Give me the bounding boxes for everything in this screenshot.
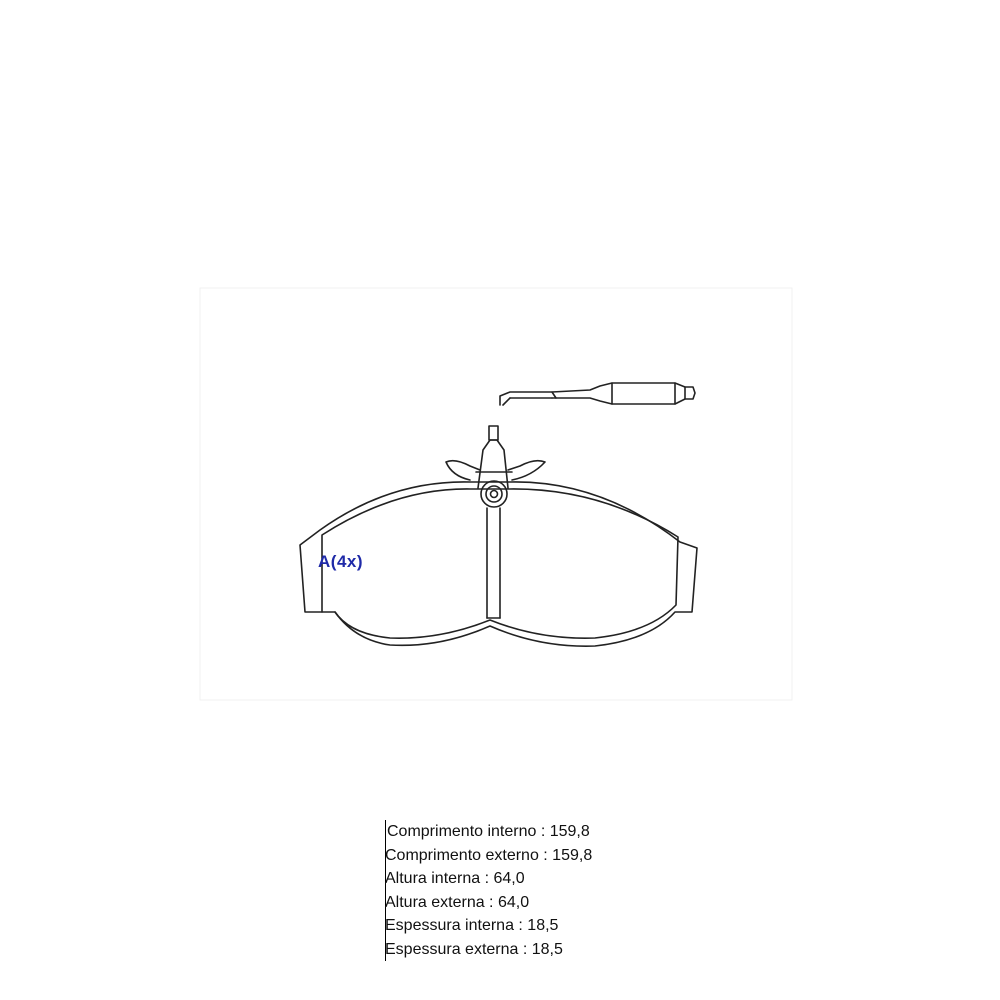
part-label: A(4x): [318, 552, 364, 571]
sensor-mount-outer: [481, 481, 507, 507]
spec-comprimento-interno: Comprimento interno : 159,8: [387, 823, 590, 840]
spec-espessura-interna: Espessura interna : 18,5: [385, 917, 559, 934]
spec-altura-externa: Altura externa : 64,0: [385, 893, 530, 911]
drawing-frame: [200, 288, 792, 700]
spec-altura-interna: Altura interna : 64,0: [385, 870, 525, 887]
sensor-clip-right-arm: [508, 461, 545, 480]
sensor-mount-inner: [491, 491, 498, 498]
spec-espessura-externa: Espessura externa : 18,5: [385, 940, 563, 958]
spec-comprimento-externo: Comprimento externo : 159,8: [385, 846, 593, 864]
sensor-connector: [552, 383, 695, 404]
sensor-clip-top: [489, 426, 498, 440]
sensor-wire-lower: [503, 398, 510, 405]
spec-list: [385, 820, 592, 961]
sensor-clip-left-arm: [446, 461, 480, 480]
